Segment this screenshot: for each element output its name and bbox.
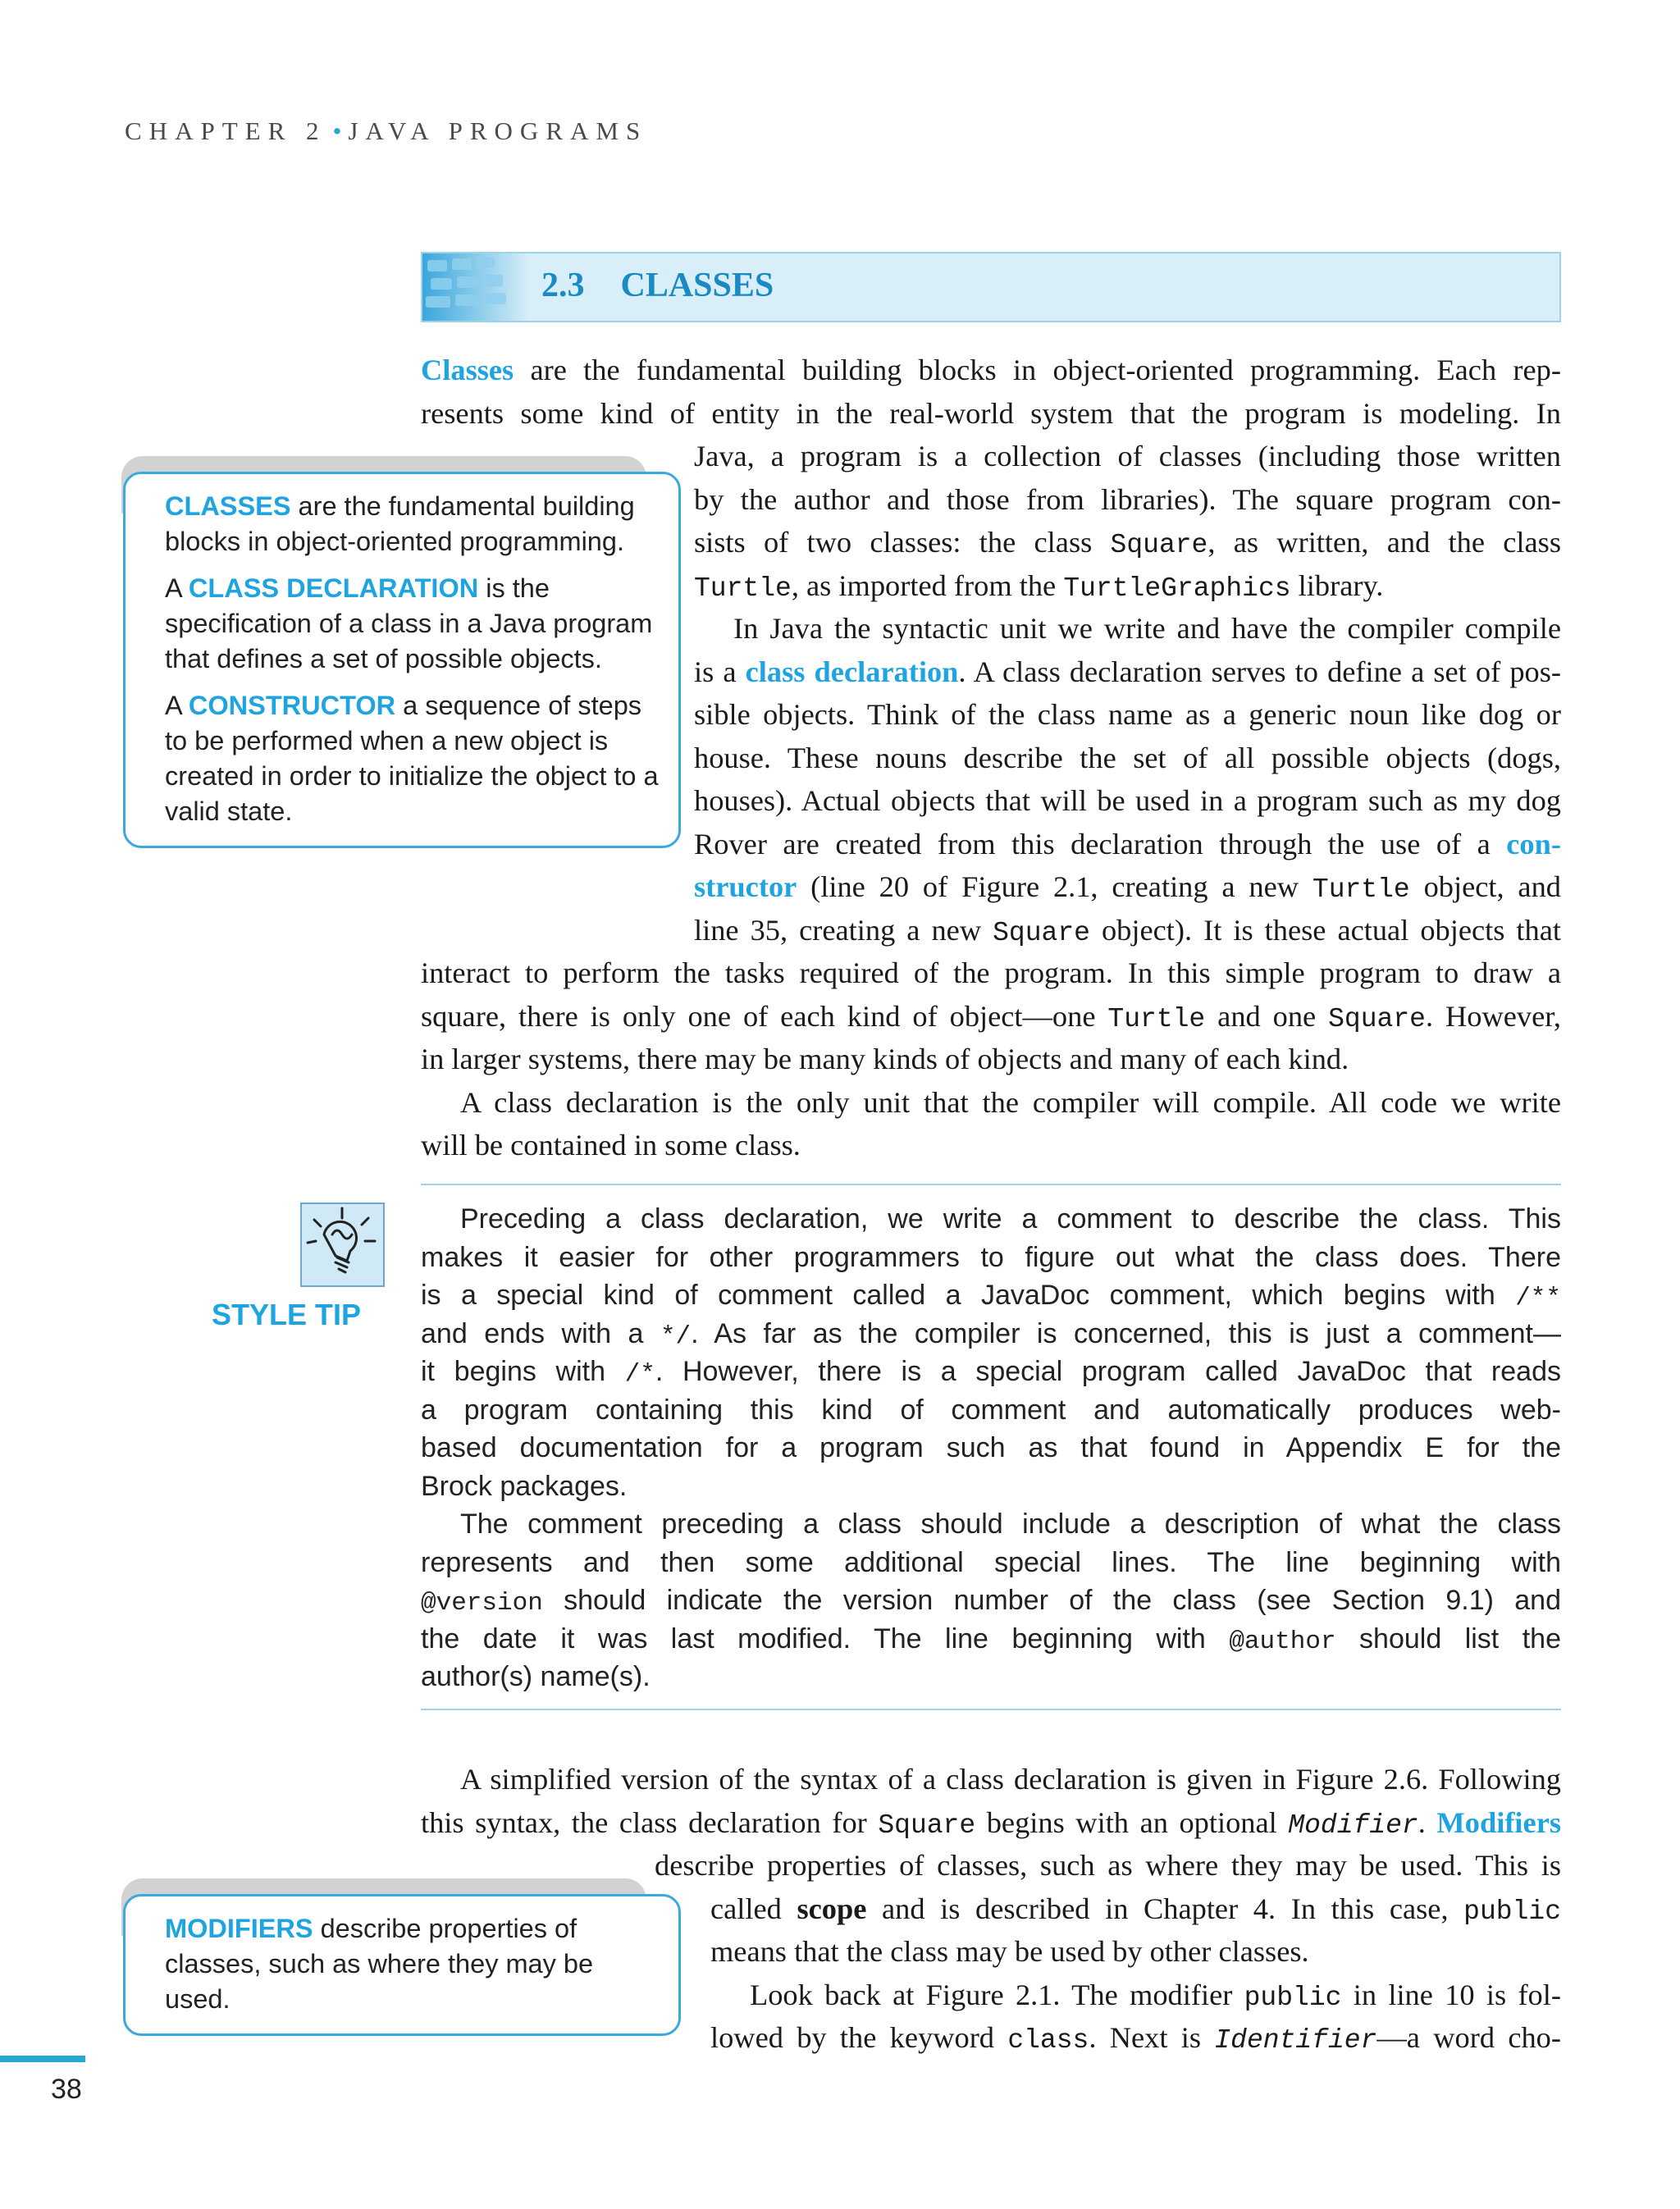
text-line: means that the class may be used by other classes. bbox=[710, 1935, 1309, 1968]
margin-definition-box bbox=[123, 472, 681, 848]
text-line bbox=[421, 1620, 1561, 1659]
text-line: resents some kind of entity in the real-world system that the program is modeling. In bbox=[421, 396, 1561, 430]
text-line: in larger systems, there may be many kinds of objects and many of each kind. bbox=[421, 1043, 1349, 1075]
text-line: sible objects. Think of the class name as a generic noun like dog or bbox=[694, 698, 1561, 731]
text-span: . bbox=[1418, 1805, 1437, 1839]
text-span: , as imported from the bbox=[791, 568, 1064, 602]
term-classes: Classes bbox=[421, 354, 514, 386]
text-span: and is described in Chapter 4. In this case, bbox=[866, 1892, 1464, 1925]
text-span: . As far as the compiler is concerned, this is just a comment— bbox=[691, 1317, 1561, 1349]
text-span: object, and bbox=[1409, 870, 1561, 903]
text-span: Rover are created from this declaration through the use of a bbox=[694, 827, 1507, 860]
term-modifiers: MODIFIERS bbox=[165, 1914, 313, 1943]
text-line bbox=[421, 349, 1561, 392]
text-span: line 35, creating a new bbox=[694, 913, 993, 947]
italic-code-span: Modifier bbox=[1288, 1810, 1418, 1841]
text-span: sists of two classes: the class bbox=[694, 526, 1111, 559]
text-span: should list the bbox=[1335, 1623, 1561, 1654]
text-line: A class declaration is the only unit that the compiler will compile. All code we write bbox=[460, 1085, 1561, 1119]
text-line bbox=[694, 865, 1561, 909]
code-span: Square bbox=[1328, 1003, 1426, 1034]
text-span: are the fundamental building blocks in object-oriented programming. bbox=[165, 491, 635, 556]
text-span: and one bbox=[1205, 999, 1329, 1033]
text-span: is a bbox=[694, 655, 746, 688]
page-number-stripe bbox=[0, 2056, 85, 2062]
code-span: public bbox=[1244, 1982, 1342, 2013]
text-line bbox=[421, 1276, 1561, 1315]
text-line bbox=[710, 1974, 1561, 2017]
text-line: describe properties of classes, such as where they may be used. This is bbox=[655, 1849, 1561, 1882]
bold-span: scope bbox=[797, 1892, 867, 1925]
text-span: . However, bbox=[1425, 999, 1561, 1033]
text-line bbox=[694, 823, 1561, 866]
definition-class-declaration bbox=[165, 571, 662, 677]
code-span: Turtle bbox=[1312, 874, 1410, 905]
text-line: will be contained in some class. bbox=[421, 1129, 801, 1162]
section-number: 2.3 bbox=[541, 267, 585, 304]
text-span: are the fundamental building blocks in object-oriented programming. Each rep- bbox=[514, 354, 1561, 386]
text-line: by the author and those from libraries). The square program con- bbox=[694, 482, 1561, 516]
running-head-separator: • bbox=[332, 116, 342, 145]
text-span: describe properties of classes, such as where they may be used. bbox=[165, 1914, 594, 2014]
code-span: /** bbox=[1515, 1284, 1561, 1312]
text-line bbox=[694, 521, 1561, 564]
text-line bbox=[710, 2016, 1561, 2060]
text-span: begins with an optional bbox=[975, 1805, 1289, 1839]
text-line bbox=[694, 564, 1561, 608]
text-span: A bbox=[165, 691, 189, 720]
text-span: in line 10 is fol- bbox=[1341, 1978, 1561, 2011]
text-line: represents and then some additional special lines. The line beginning with bbox=[421, 1546, 1561, 1578]
running-head bbox=[125, 116, 647, 146]
text-span: square, there is only one of each kind of object—one bbox=[421, 999, 1108, 1033]
text-line bbox=[710, 1887, 1561, 1931]
section-title: CLASSES bbox=[620, 267, 774, 304]
running-head-chapter: CHAPTER 2 bbox=[125, 116, 326, 145]
text-span: lowed by the keyword bbox=[710, 2021, 1008, 2054]
text-line: house. These nouns describe the set of all possible objects (dogs, bbox=[694, 741, 1561, 774]
term-constructor: con- bbox=[1506, 827, 1561, 860]
code-span: Turtle bbox=[1107, 1003, 1206, 1034]
text-span: . Next is bbox=[1089, 2021, 1215, 2054]
term-class-declaration: CLASS DECLARATION bbox=[188, 573, 479, 603]
text-line: Preceding a class declaration, we write a comment to describe the class. This bbox=[460, 1203, 1561, 1235]
text-span: it begins with bbox=[421, 1356, 625, 1387]
code-span: Turtle bbox=[694, 573, 792, 604]
text-span: is a special kind of comment called a JavaDoc comment, which begins with bbox=[421, 1280, 1516, 1311]
text-line: Brock packages. bbox=[421, 1470, 628, 1502]
definition-modifiers bbox=[165, 1911, 662, 2017]
code-span: @version bbox=[421, 1589, 543, 1618]
text-line: based documentation for a program such as that found in Appendix E for the bbox=[421, 1432, 1561, 1463]
text-line: author(s) name(s). bbox=[421, 1661, 651, 1692]
text-line: The comment preceding a class should include a description of what the class bbox=[460, 1508, 1561, 1540]
margin-definition-box bbox=[123, 1894, 681, 2036]
lightbulb-icon bbox=[299, 1202, 386, 1288]
text-line: Java, a program is a collection of classes (including those written bbox=[694, 440, 1561, 472]
text-span: Look back at Figure 2.1. The modifier bbox=[750, 1978, 1244, 2011]
text-span: (line 20 of Figure 2.1, creating a new bbox=[797, 870, 1312, 903]
style-tip-label: STYLE TIP bbox=[212, 1298, 362, 1331]
text-span: and ends with a bbox=[421, 1317, 660, 1349]
term-class-declaration: class declaration bbox=[745, 655, 959, 688]
definition-constructor bbox=[165, 688, 662, 829]
text-line bbox=[694, 650, 1561, 694]
text-line: houses). Actual objects that will be used in a program such as my dog bbox=[694, 784, 1561, 817]
text-span: object). It is these actual objects that bbox=[1089, 913, 1562, 947]
text-span: . However, there is a special program called JavaDoc that reads bbox=[655, 1356, 1561, 1387]
keyboard-graphic bbox=[422, 253, 529, 321]
text-line: In Java the syntactic unit we write and have the compiler compile bbox=[733, 612, 1561, 645]
term-classes: CLASSES bbox=[165, 491, 291, 521]
text-line: A simplified version of the syntax of a class declaration is given in Figure 2.6. Following bbox=[460, 1763, 1561, 1796]
text-span: called bbox=[710, 1892, 797, 1925]
code-span: /* bbox=[624, 1360, 655, 1389]
divider-rule bbox=[421, 1184, 1561, 1185]
text-line bbox=[421, 1581, 1561, 1620]
italic-code-span: Identifier bbox=[1214, 2025, 1377, 2056]
code-span: */ bbox=[660, 1321, 692, 1351]
code-span: TurtleGraphics bbox=[1063, 573, 1291, 604]
code-span: class bbox=[1007, 2025, 1089, 2056]
text-span: a sequence of steps to be performed when a new object is created in order to initialize the object to a valid state. bbox=[165, 691, 659, 826]
text-line bbox=[694, 909, 1561, 952]
text-line: makes it easier for other programmers to figure out what the class does. There bbox=[421, 1241, 1561, 1273]
text-line bbox=[421, 1353, 1561, 1391]
term-constructor: CONSTRUCTOR bbox=[188, 691, 396, 720]
text-span: —a word cho- bbox=[1376, 2021, 1561, 2054]
text-span: is the specification of a class in a Java program that defines a set of possible objects. bbox=[165, 573, 653, 673]
term-modifiers: Modifiers bbox=[1436, 1805, 1562, 1839]
text-line bbox=[421, 995, 1561, 1038]
term-constructor: structor bbox=[694, 870, 797, 903]
code-span: public bbox=[1463, 1896, 1561, 1927]
code-span: Square bbox=[878, 1810, 976, 1841]
text-line bbox=[421, 1315, 1561, 1353]
code-span: Square bbox=[993, 917, 1090, 948]
text-span: this syntax, the class declaration for bbox=[421, 1805, 879, 1839]
style-tip-text bbox=[421, 1200, 1561, 1696]
text-span: , as written, and the class bbox=[1208, 526, 1561, 559]
divider-rule bbox=[421, 1709, 1561, 1710]
definition-classes bbox=[165, 489, 662, 559]
code-span: @author bbox=[1229, 1627, 1336, 1656]
running-head-title: JAVA PROGRAMS bbox=[348, 116, 648, 145]
text-line: a program containing this kind of comment and automatically produces web- bbox=[421, 1394, 1561, 1426]
text-span: should indicate the version number of the class (see Section 9.1) and bbox=[542, 1585, 1561, 1616]
text-line bbox=[421, 1801, 1561, 1845]
section-heading bbox=[541, 266, 774, 305]
code-span: Square bbox=[1110, 530, 1208, 560]
text-line: interact to perform the tasks required of the program. In this simple program to draw a bbox=[421, 956, 1561, 989]
page-number: 38 bbox=[51, 2074, 82, 2105]
text-span: the date it was last modified. The line beginning with bbox=[421, 1623, 1230, 1654]
text-span: . A class declaration serves to define a set of pos- bbox=[958, 655, 1562, 688]
text-span: library. bbox=[1290, 568, 1384, 602]
text-span: A bbox=[165, 573, 189, 603]
